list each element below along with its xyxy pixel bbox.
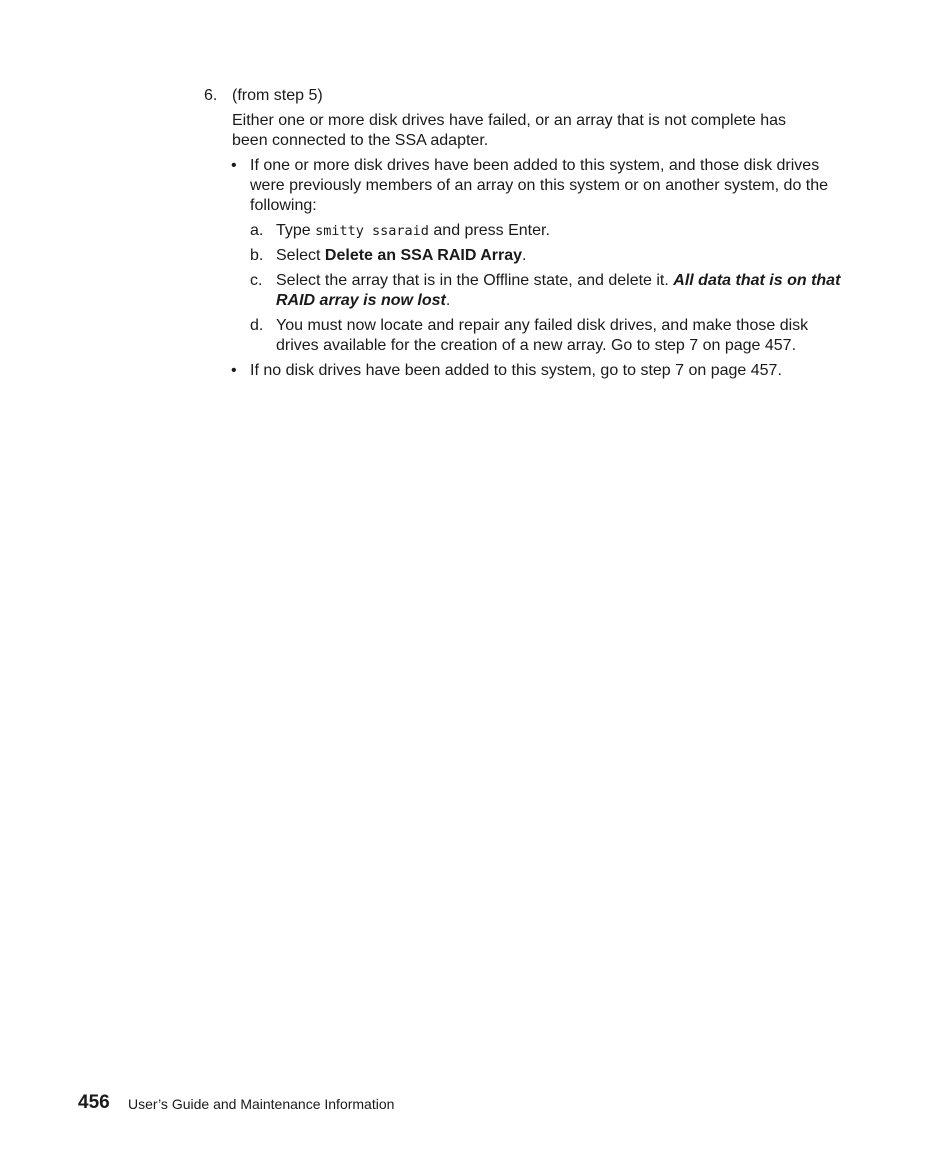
substep-c-suffix: . [445, 292, 451, 309]
command-text: smitty ssaraid [315, 223, 429, 239]
menu-option-text: Delete an SSA RAID Array [324, 247, 523, 264]
substep-d [250, 316, 844, 356]
substep-b-suffix: . [522, 247, 527, 264]
bullet-no-added-drives [231, 361, 844, 381]
substep-d-text: You must now locate and repair any failed disk drives, and make those disk drives available for the creation of a new array. Go to step 7 on page 457. [276, 317, 809, 354]
bullet-added-drives [231, 156, 844, 356]
substep-b [250, 246, 844, 266]
substep-letter: d. [250, 317, 264, 334]
substep-letter: b. [250, 247, 264, 264]
bullet-text: If no disk drives have been added to this system, go to step 7 on page 457. [250, 362, 782, 379]
step-heading [204, 86, 844, 106]
data-loss-warning: All data that is on that RAID array is now lost [276, 272, 841, 309]
substep-letter: a. [250, 222, 264, 239]
bullet-text: If one or more disk drives have been added to this system, and those disk drives were previously members of an array on this system or on another system, do the following: [250, 157, 829, 214]
substep-a-suffix: and press Enter. [433, 222, 550, 239]
substep-letter: c. [250, 272, 263, 289]
substep-a-prefix: Type [276, 222, 311, 239]
substep-b-prefix: Select [276, 247, 321, 264]
procedure-step-6 [204, 86, 844, 381]
substep-a [250, 221, 844, 241]
step-intro: Either one or more disk drives have failed, or an array that is not complete has been connected to the SSA adapter. [232, 112, 787, 149]
step-number: 6. [204, 87, 218, 104]
page-number: 456 [78, 1092, 110, 1113]
substep-c [250, 271, 844, 311]
bullet-marker: • [231, 362, 237, 379]
bullet-marker: • [231, 157, 237, 174]
step-reference: (from step 5) [232, 87, 323, 104]
substep-c-prefix: Select the array that is in the Offline state, and delete it. [276, 272, 669, 289]
document-title: User’s Guide and Maintenance Information [128, 1096, 395, 1112]
